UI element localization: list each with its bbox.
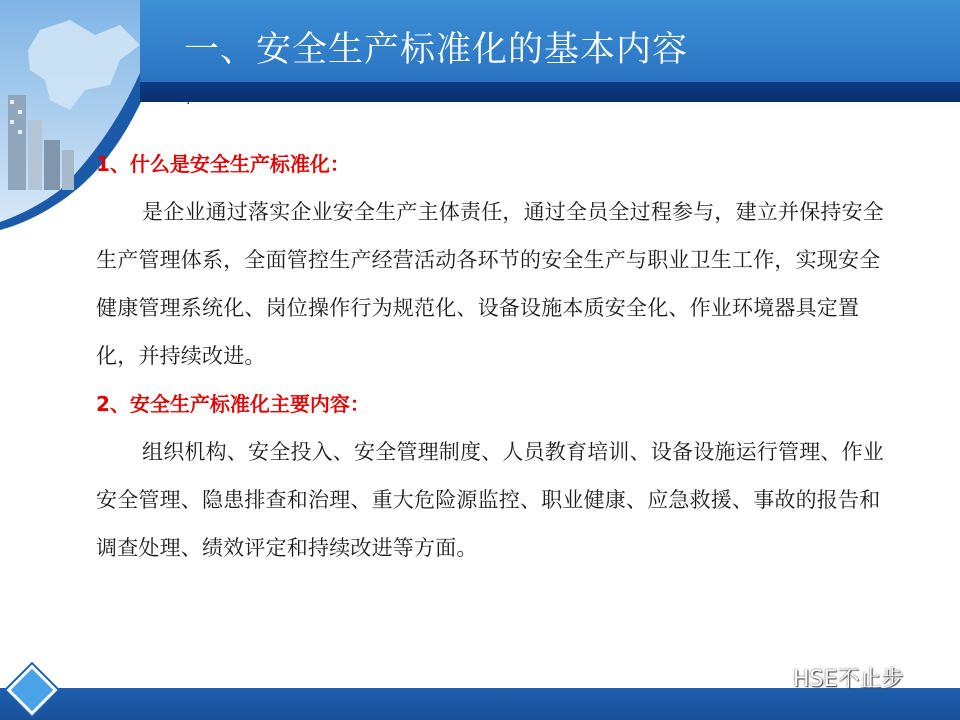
- watermark-text: HSE不止步: [793, 666, 904, 692]
- section-heading-2: 2、安全生产标准化主要内容：: [96, 392, 370, 416]
- wechat-icon: [755, 664, 785, 690]
- content-body: [96, 140, 896, 572]
- section-paragraph-2: 组织机构、安全投入、安全管理制度、人员教育培训、设备设施运行管理、作业安全管理、隐患排查和治理、重大危险源监控、职业健康、应急救援、事故的报告和调查处理、绩效评定和持续改进等方面。: [96, 440, 884, 560]
- section-heading-1: 1、什么是安全生产标准化：: [96, 152, 350, 176]
- watermark: [755, 660, 940, 694]
- title-underline-band: [140, 82, 960, 102]
- bullet-dot: ·: [186, 96, 191, 112]
- slide-title: 一、安全生产标准化的基本内容: [184, 30, 689, 70]
- section-paragraph-1: 是企业通过落实企业安全生产主体责任，通过全员全过程参与，建立并保持安全生产管理体系，全面管控生产经营活动各环节的安全生产与职业卫生工作，实现安全健康管理系统化、岗位操作行为规范化、设备设施本质安全化、作业环境器具定置化，并持续改进。: [96, 200, 884, 368]
